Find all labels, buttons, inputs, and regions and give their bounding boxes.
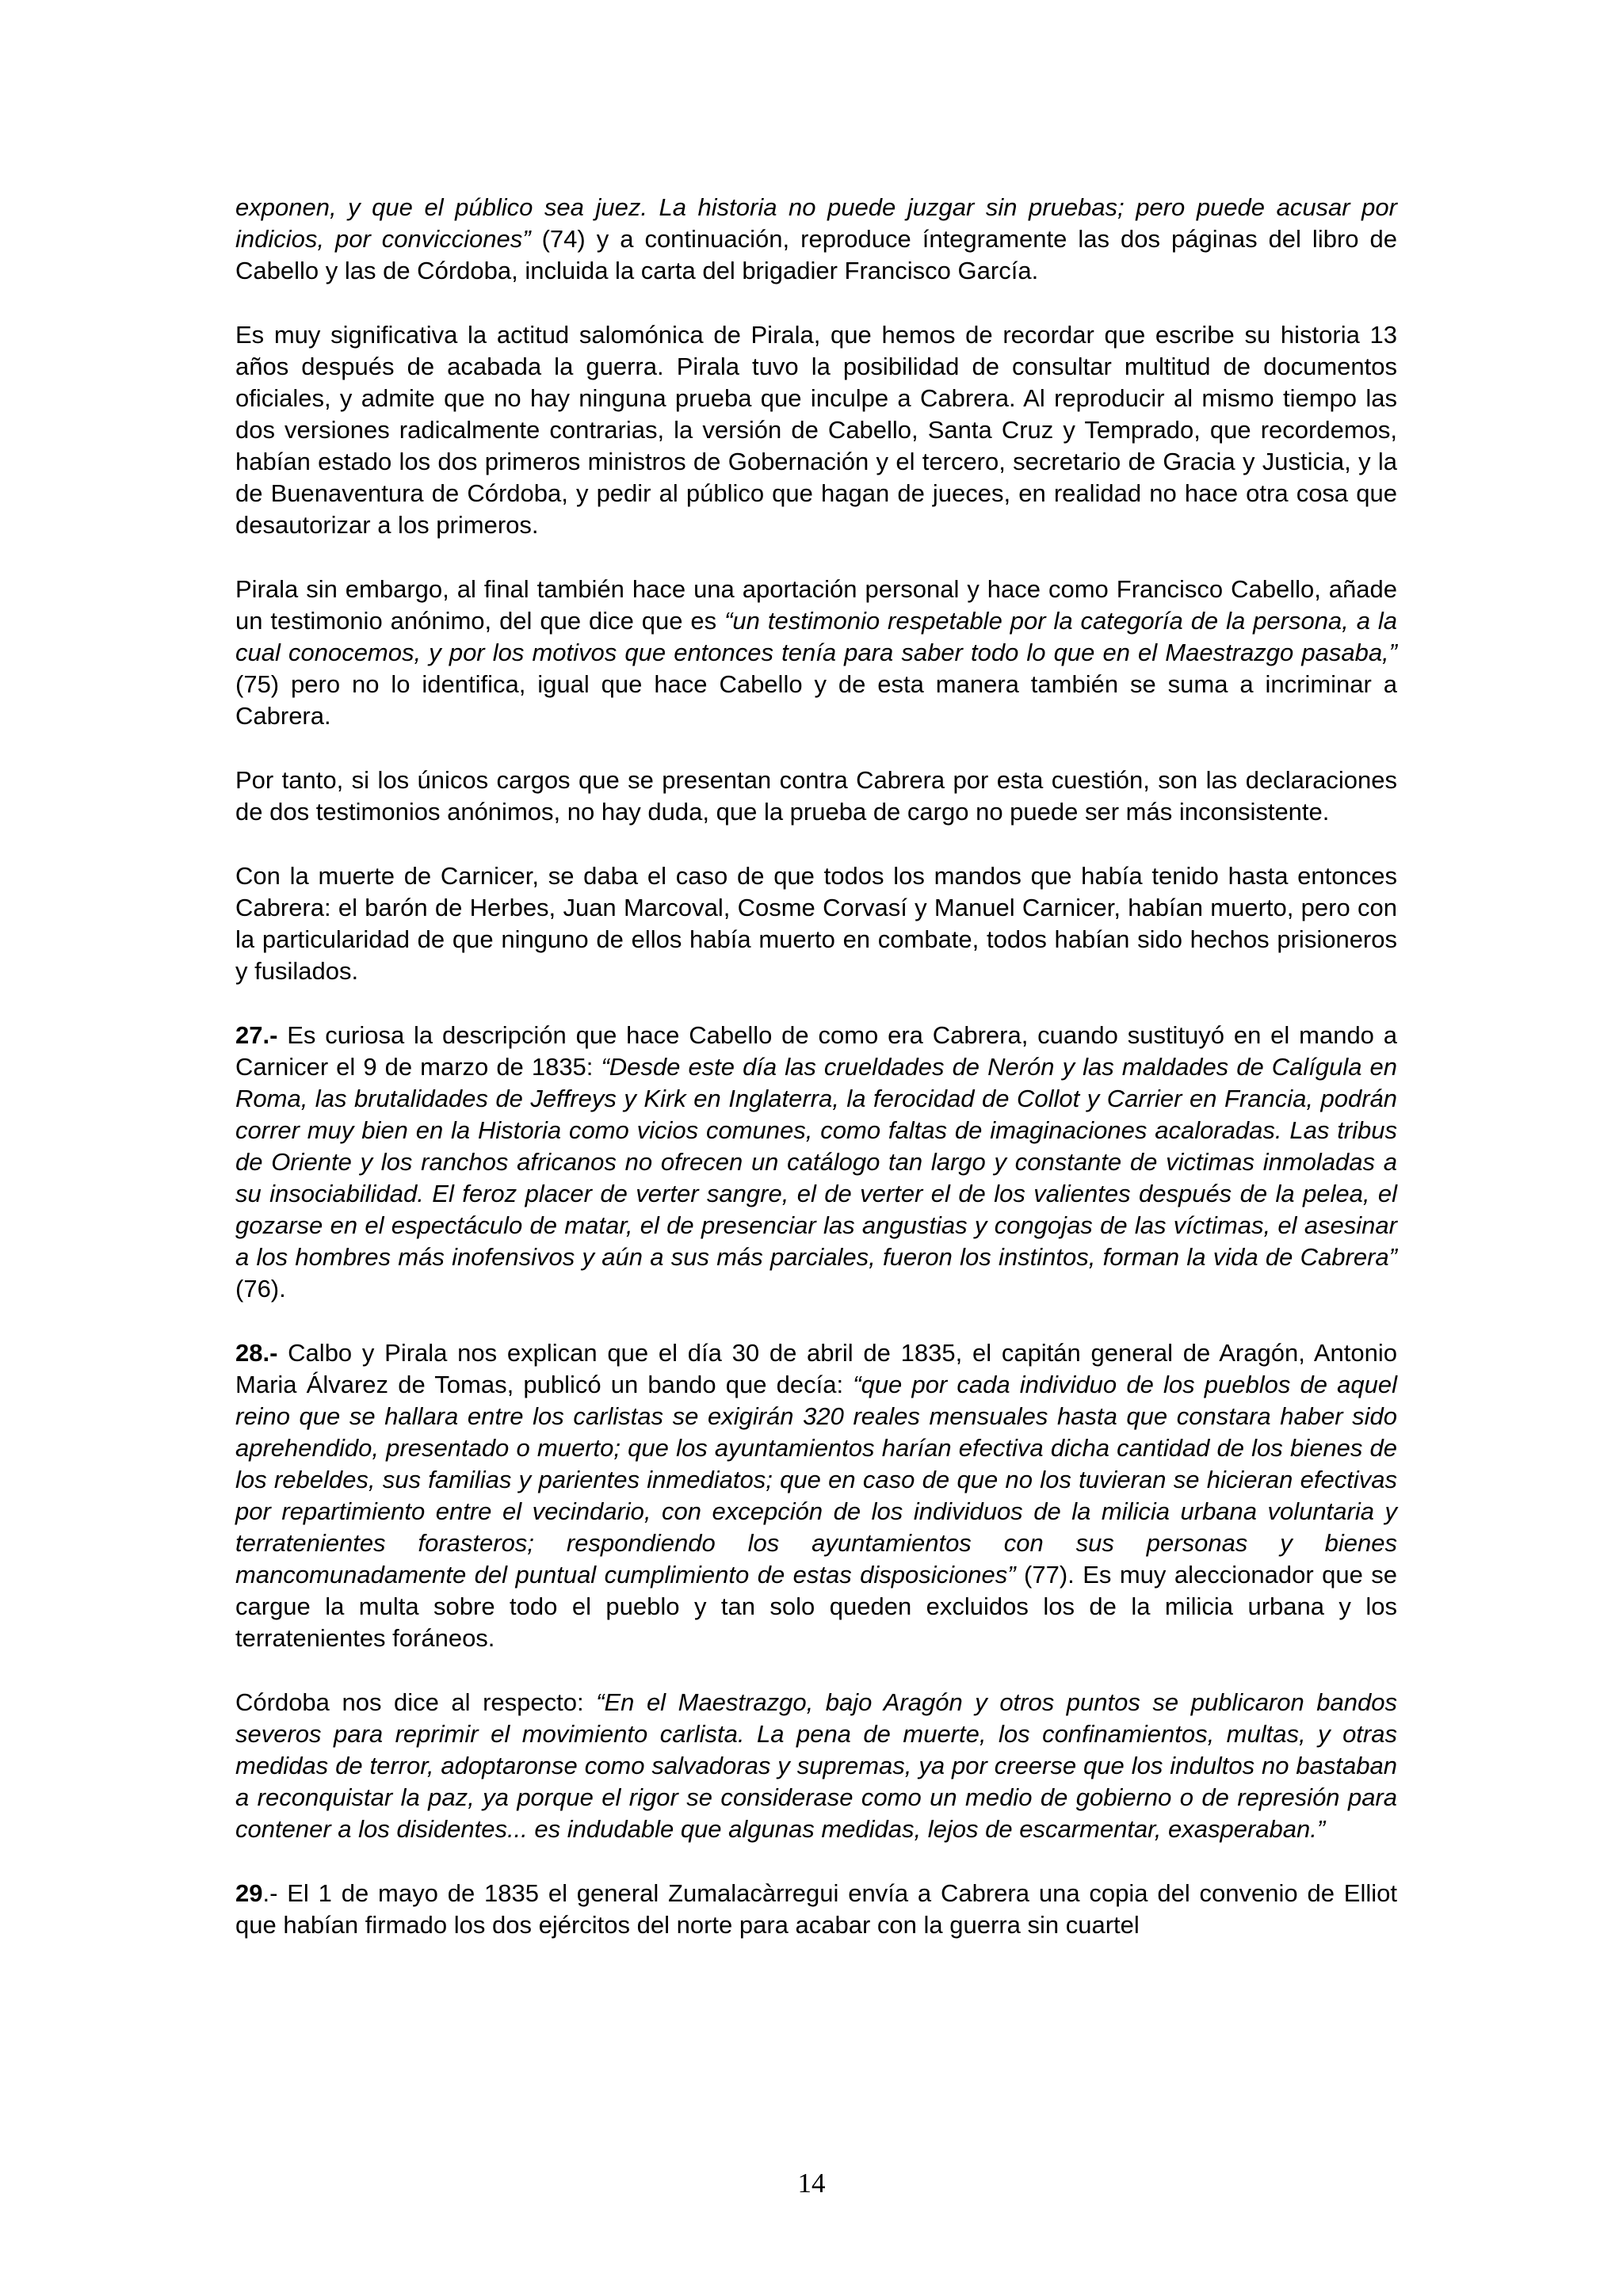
quote-text: “que por cada individuo de los pueblos de aquel reino que se hallara entre los carlistas se exigirán 320 reales mensuales hasta que constara haber sido aprehendido, presentado o muerto; que los ayuntamientos harían efectiva dicha cantidad de los bienes de los rebeldes, sus familias y parientes inmediatos; que en caso de que no los tuvieran se hicieran efectivas por repartimiento entre el vecindario, con excepción de los individuos de la milicia urbana voluntaria y terratenientes forasteros; respondiendo los ayuntamientos con sus personas y bienes mancomunadamente del puntual cumplimiento de estas disposiciones”	[235, 1371, 1397, 1589]
paragraph-text: Con la muerte de Carnicer, se daba el caso de que todos los mandos que había tenido hasta entonces Cabrera: el barón de Herbes, Juan Marcoval, Cosme Corvasí y Manuel Carnicer, habían muerto, pero con la particularidad de que ninguno de ellos había muerto en combate, todos habían sido hechos prisioneros y fusilados.	[235, 862, 1397, 985]
quote-text: “un testimonio respetable por la categoría de la persona, a la cual conocemos, y por los motivos que entonces tenía para saber todo lo que en el Maestrazgo pasaba,”	[235, 607, 1397, 666]
paragraph	[235, 1337, 1397, 1654]
paragraph	[235, 192, 1397, 287]
paragraph	[235, 860, 1397, 987]
paragraph-text: Córdoba nos dice al respecto:	[235, 1688, 597, 1716]
body-text	[235, 192, 1397, 1941]
paragraph	[235, 574, 1397, 732]
quote-text: “Desde este día las crueldades de Nerón y las maldades de Calígula en Roma, las brutalidades de Jeffreys y Kirk en Inglaterra, la ferocidad de Collot y Carrier en Francia, podrán correr muy bien en la Historia como vicios comunes, como faltas de imaginaciones acaloradas. Las tribus de Oriente y los ranchos africanos no ofrecen un catálogo tan largo y constante de victimas inmoladas a su insociabilidad. El feroz placer de verter sangre, el de verter el de los valientes después de la pelea, el gozarse en el espectáculo de matar, el de presenciar las angustias y congojas de las víctimas, el asesinar a los hombres más inofensivos y aún a sus más parciales, fueron los instintos, forman la vida de Cabrera”	[235, 1053, 1398, 1271]
paragraph	[235, 1687, 1397, 1845]
quote-text: exponen, y que el público sea juez. La historia no puede juzgar sin pruebas; pero puede acusar por indicios, por convicciones”	[235, 193, 1397, 253]
paragraph-text: Calbo y Pirala nos explican que el día 30 de abril de 1835, el capitán general de Aragón, Antonio Maria Álvarez de Tomas, publicó un bando que decía:	[235, 1339, 1397, 1398]
page-number: 14	[797, 2168, 826, 2199]
section-number: 29	[235, 1879, 263, 1907]
paragraph-text: Es curiosa la descripción que hace Cabello de como era Cabrera, cuando sustituyó en el mando a Carnicer el 9 de marzo de 1835:	[235, 1021, 1397, 1081]
paragraph-text: (77). Es muy aleccionador que se cargue la multa sobre todo el pueblo y tan solo queden excluidos los de la milicia urbana y los terratenientes foráneos.	[235, 1561, 1398, 1652]
paragraph	[235, 319, 1397, 541]
paragraph-text: Por tanto, si los únicos cargos que se presentan contra Cabrera por esta cuestión, son las declaraciones de dos testimonios anónimos, no hay duda, que la prueba de cargo no puede ser más inconsistente.	[235, 766, 1397, 826]
paragraph-text: (75) pero no lo identifica, igual que hace Cabello y de esta manera también se suma a incriminar a Cabrera.	[235, 670, 1397, 730]
paragraph-text: (74) y a continuación, reproduce íntegramente las dos páginas del libro de Cabello y las de Córdoba, incluida la carta del brigadier Francisco García.	[235, 225, 1397, 284]
paragraph-text: Pirala sin embargo, al final también hace una aportación personal y hace como Francisco Cabello, añade un testimonio anónimo, del que dice que es	[235, 575, 1397, 635]
paragraph-text: Es muy significativa la actitud salomónica de Pirala, que hemos de recordar que escribe su historia 13 años después de acabada la guerra. Pirala tuvo la posibilidad de consultar multitud de documentos oficiales, y admite que no hay ninguna prueba que inculpe a Cabrera. Al reproducir al mismo tiempo las dos versiones radicalmente contrarias, la versión de Cabello, Santa Cruz y Temprado, que recordemos, habían estado los dos primeros ministros de Gobernación y el tercero, secretario de Gracia y Justicia, y la de Buenaventura de Córdoba, y pedir al público que hagan de jueces, en realidad no hace otra cosa que desautorizar a los primeros.	[235, 321, 1397, 539]
paragraph-text: .- El 1 de mayo de 1835 el general Zumalacàrregui envía a Cabrera una copia del convenio de Elliot que habían firmado los dos ejércitos del norte para acabar con la guerra sin cuartel	[235, 1879, 1397, 1939]
paragraph	[235, 1878, 1397, 1941]
paragraph	[235, 765, 1397, 828]
paragraph-text: (76).	[235, 1275, 286, 1302]
quote-text: “En el Maestrazgo, bajo Aragón y otros puntos se publicaron bandos severos para reprimir el movimiento carlista. La pena de muerte, los confinamientos, multas, y otras medidas de terror, adoptaronse como salvadoras y supremas, ya por creerse que los indultos no bastaban a reconquistar la paz, ya porque el rigor se considerase como un medio de gobierno o de represión para contener a los disidentes... es indudable que algunas medidas, lejos de escarmentar, exasperaban.”	[235, 1688, 1397, 1843]
paragraph	[235, 1020, 1397, 1305]
section-number: 27.-	[235, 1021, 278, 1049]
section-number: 28.-	[235, 1339, 278, 1367]
